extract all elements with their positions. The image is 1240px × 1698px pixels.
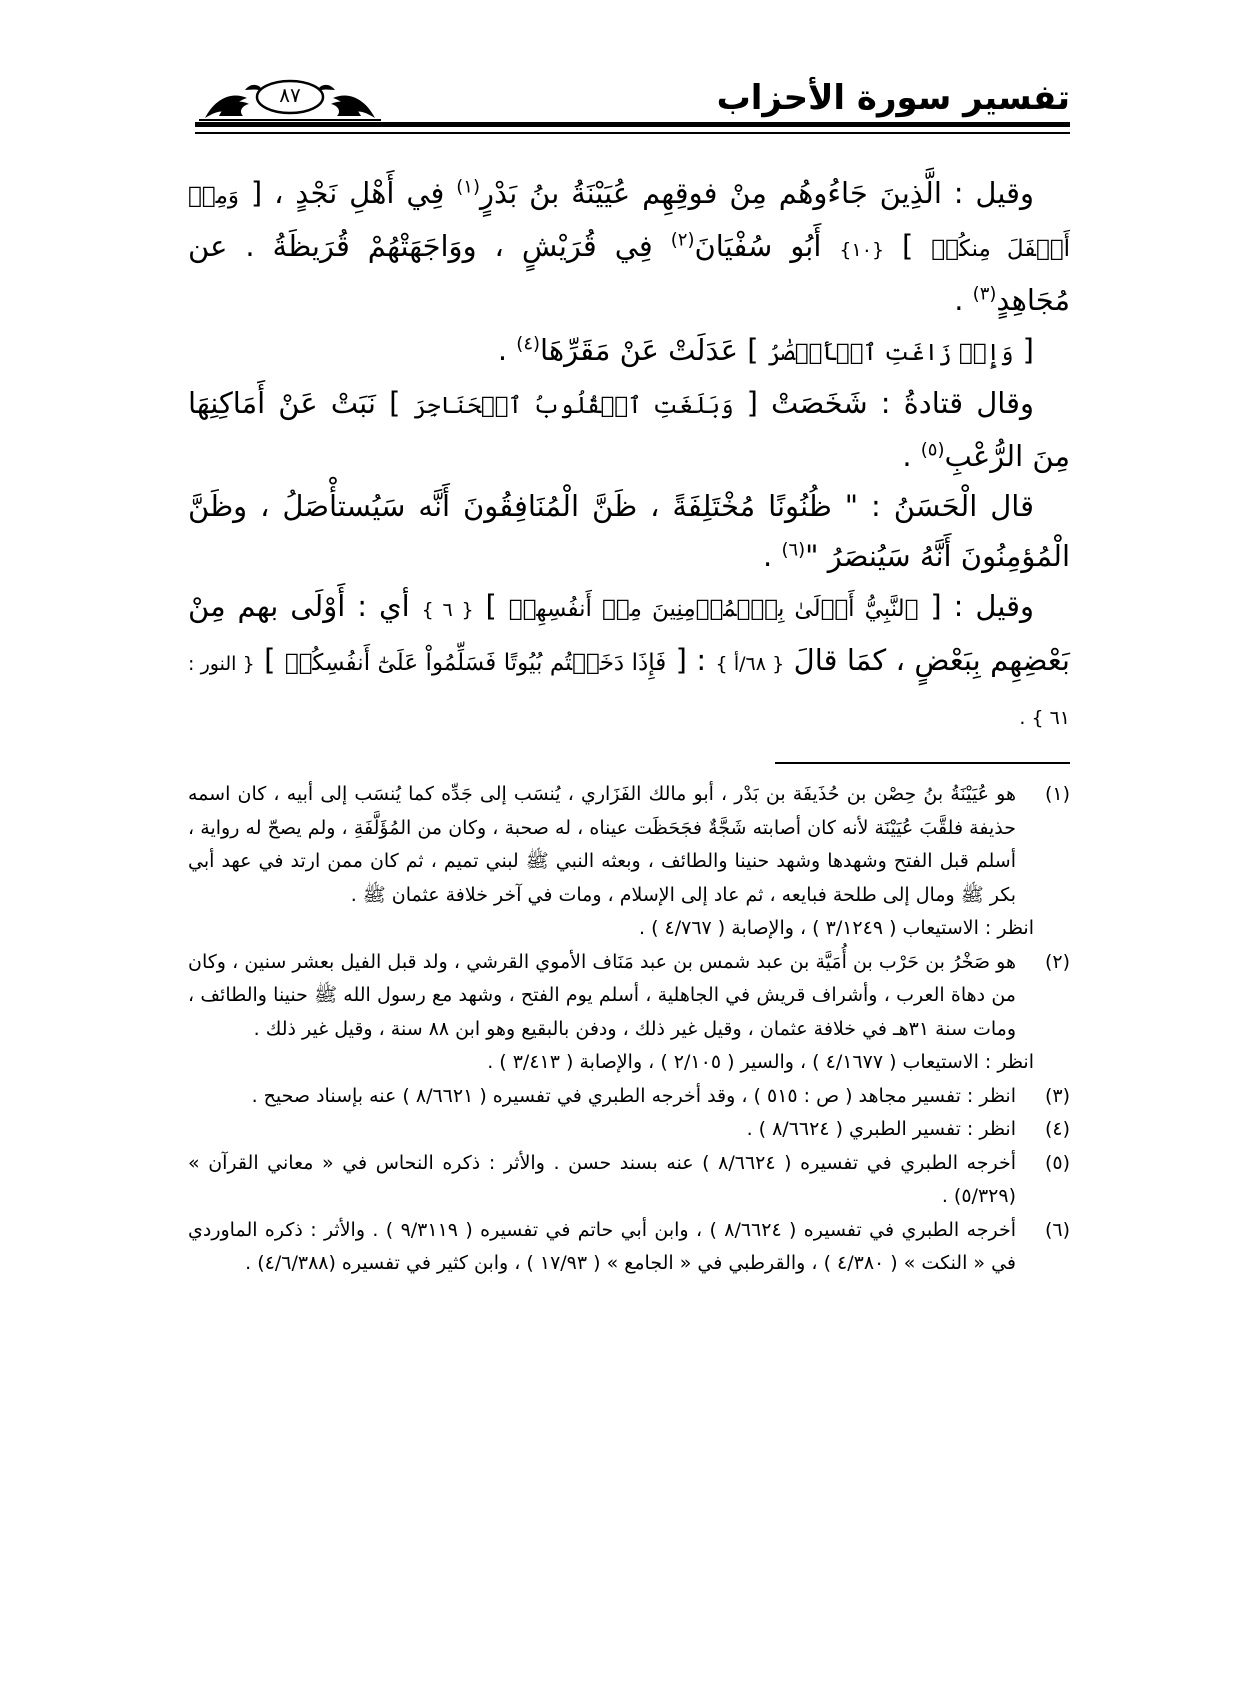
paragraph-2: [ وَإِذۡ زَاغَتِ ٱلۡأَبۡصَٰرُ ] عَدَلَتْ عَنْ مَقَرِّهَا$^{(٤)}$ . <box>497 333 1034 367</box>
footnote-separator <box>775 762 1070 764</box>
footnote-5 <box>188 1147 1070 1214</box>
footnote-text: هو عُيَيْنَةُ بنُ حِصْن بن حُذَيفَة بن بَدْر ، أبو مالك الفَزَاري ، يُنسَب إلى جَدِّه كما يُنسَب إلى أبيه ، كان اسمه حذيفة فلقَّبَ عُيَيْنَة لأنه كان أصابته شَجَّةٌ فجَحَظَت عيناه ، له صحبة ، وكان من المُؤَلَّفَةِ ، ولم يصحّ له رواية ، أسلم قبل الفتح وشهدها وشهد حنينا والطائف ، وبعثه النبي ﷺ لبني تميم ، ثم كان ممن ارتد في عهد أبي بكر ﷺ ومال إلى طلحة فبايعه ، ثم عاد إلى الإسلام ، ومات في آخر خلافة عثمان ﷺ . <box>188 783 1016 906</box>
footnote-marker-4[interactable]: (٤) <box>516 333 541 355</box>
footnote-text: هو صَخْرُ بن حَرْب بن أُمَيَّة بن عبد شمس بن عبد مَنَاف الأموي القرشي ، ولد قبل الفيل بعشر سنين ، وكان من دهاة العرب ، وأشراف قريش في الجاهلية ، أسلم يوم الفتح ، وشهد مع رسول الله ﷺ حنينا والطائف ، ومات سنة ٣١هـ في خلافة عثمان ، وقيل غير ذلك ، ودفن بالبقيع وهو ابن ٨٨ سنة ، وقيل غير ذلك . <box>188 950 1016 1040</box>
verse-number: { ٦ } <box>421 599 474 621</box>
running-title: تفسير سورة الأحزاب <box>716 78 1070 118</box>
footnote-marker-6[interactable]: (٦) <box>781 539 806 561</box>
quran-quote: وَإِذۡ زَاغَتِ ٱلۡأَبۡصَٰرُ <box>767 340 1014 366</box>
footnote-marker-3[interactable]: (٣) <box>972 283 997 305</box>
page-header <box>195 70 1070 150</box>
verse-number: {١٠} <box>839 239 885 261</box>
footnote-marker-1[interactable]: (١) <box>456 176 480 198</box>
footnote-text: انظر : تفسير مجاهد ( ص : ٥١٥ ) ، وقد أخرجه الطبري في تفسيره ( ٨/٦٦٢١ ) عنه بإسناد صحيح . <box>251 1084 1016 1107</box>
footnote-number: (١) <box>1044 783 1070 805</box>
paragraph-4: قال الْحَسَنُ : " ظُنُونًا مُخْتَلِفَةً ، ظَنَّ الْمُنَافِقُونَ أَنَّه سَيُستأْصَلُ ، وظَنَّ الْمُؤمِنُونَ أَنَّهُ سَيُنصَرُ "$^{(٦)}$ . <box>188 489 1070 573</box>
header-rule-thick <box>195 122 1070 127</box>
footnote-number: (٣) <box>1044 1084 1070 1107</box>
footnote-text: انظر : تفسير الطبري ( ٨/٦٦٢٤ ) . <box>746 1118 1016 1140</box>
footnote-text: أخرجه الطبري في تفسيره ( ٨/٦٦٢٤ ) ، وابن أبي حاتم في تفسيره ( ٩/٣١١٩ ) . والأثر : ذكره الماوردي في « النكت » ( ٤/٣٨٠ ) ، والقرطبي في « الجامع » ( ١٧/٩٣ ) ، وابن كثير في تفسيره (٤/٦/٣٨٨) . <box>188 1218 1017 1274</box>
paragraph-3: وقال قتادةُ : شَخَصَتْ [ وَبَلَغَتِ ٱلۡقُلُوبُ ٱلۡحَنَاجِرَ ] نَبَتْ عَنْ أَمَاكِنِهَا مِنَ الرُّعْبِ$^{(٥)}$ . <box>188 386 1070 473</box>
page-number: ٨٧ <box>279 83 301 107</box>
manuscript-folio: { ٦٨/أ } <box>715 653 785 675</box>
footnote-2 <box>188 946 1070 1047</box>
footnote-number: (٦) <box>1044 1218 1070 1241</box>
footnote-1 <box>188 778 1070 912</box>
footnote-number: (٥) <box>1044 1151 1070 1174</box>
quran-quote: ٱلنَّبِيُّ أَوۡلَىٰ بِٱلۡمُؤۡمِنِينَ مِنۡ أَنفُسِهِمۡ <box>508 596 919 622</box>
quran-quote: وَبَلَغَتِ ٱلۡقُلُوبُ ٱلۡحَنَاجِرَ <box>413 393 734 419</box>
footnotes <box>188 778 1070 1281</box>
header-rule-thin <box>195 132 1070 134</box>
footnote-3 <box>188 1080 1070 1114</box>
footnote-marker-2[interactable]: (٢) <box>670 229 695 251</box>
paragraph-1: وقيل : الَّذِينَ جَاءُوهُم مِنْ فوقِهِم عُيَيْنَةُ بنُ بَدْرٍ$^{(١)}$ فِي أَهْلِ نَجْدٍ ، [ وَمِنۡ أَسۡفَلَ مِنكُمۡ ] {١٠} أَبُو سُفْيَانَ$^{(٢)}$ فِي قُرَيْشٍ ، ووَاجَهَتْهُمْ قُرَيظَةُ . عن مُجَاهِدٍ$^{(٣)}$ . <box>188 176 1070 317</box>
footnote-marker-5[interactable]: (٥) <box>920 439 945 461</box>
footnote-number: (٤) <box>1044 1118 1070 1140</box>
surah-reference: { النور : ٦١ } . <box>188 653 1070 729</box>
footnote-2-sources: انظر : الاستيعاب ( ٤/١٦٧٧ ) ، والسير ( ٢/١٠٥ ) ، والإصابة ( ٣/٤١٣ ) . <box>487 1051 1034 1073</box>
paragraph-5: وقيل : [ ٱلنَّبِيُّ أَوۡلَىٰ بِٱلۡمُؤۡمِنِينَ مِنۡ أَنفُسِهِمۡ ] { ٦ } أي : أَوْلَى بهم مِنْ بَعْضِهِم بِبَعْضٍ ، كمَا قالَ { ٦٨/أ } : [ فَإِذَا دَخَلۡتُم بُيُوتًا فَسَلِّمُواْ عَلَىٰٓ أَنفُسِكُمۡ ] { النور : ٦١ } . <box>188 589 1070 729</box>
quran-quote: فَإِذَا دَخَلۡتُم بُيُوتًا فَسَلِّمُواْ عَلَىٰٓ أَنفُسِكُمۡ <box>284 650 667 676</box>
main-text <box>188 168 1070 743</box>
footnote-number: (٢) <box>1044 950 1070 973</box>
footnote-text: أخرجه الطبري في تفسيره ( ٨/٦٦٢٤ ) عنه بسند حسن . والأثر : ذكره النحاس في « معاني القرآن » (٥/٣٢٩) . <box>188 1151 1017 1207</box>
footnote-4 <box>188 1113 1070 1147</box>
quran-quote: وَمِنۡ أَسۡفَلَ مِنكُمۡ <box>188 183 1070 262</box>
footnote-1-sources: انظر : الاستيعاب ( ٣/١٢٤٩ ) ، والإصابة ( ٤/٧٦٧ ) . <box>639 917 1034 939</box>
footnote-6 <box>188 1214 1070 1281</box>
